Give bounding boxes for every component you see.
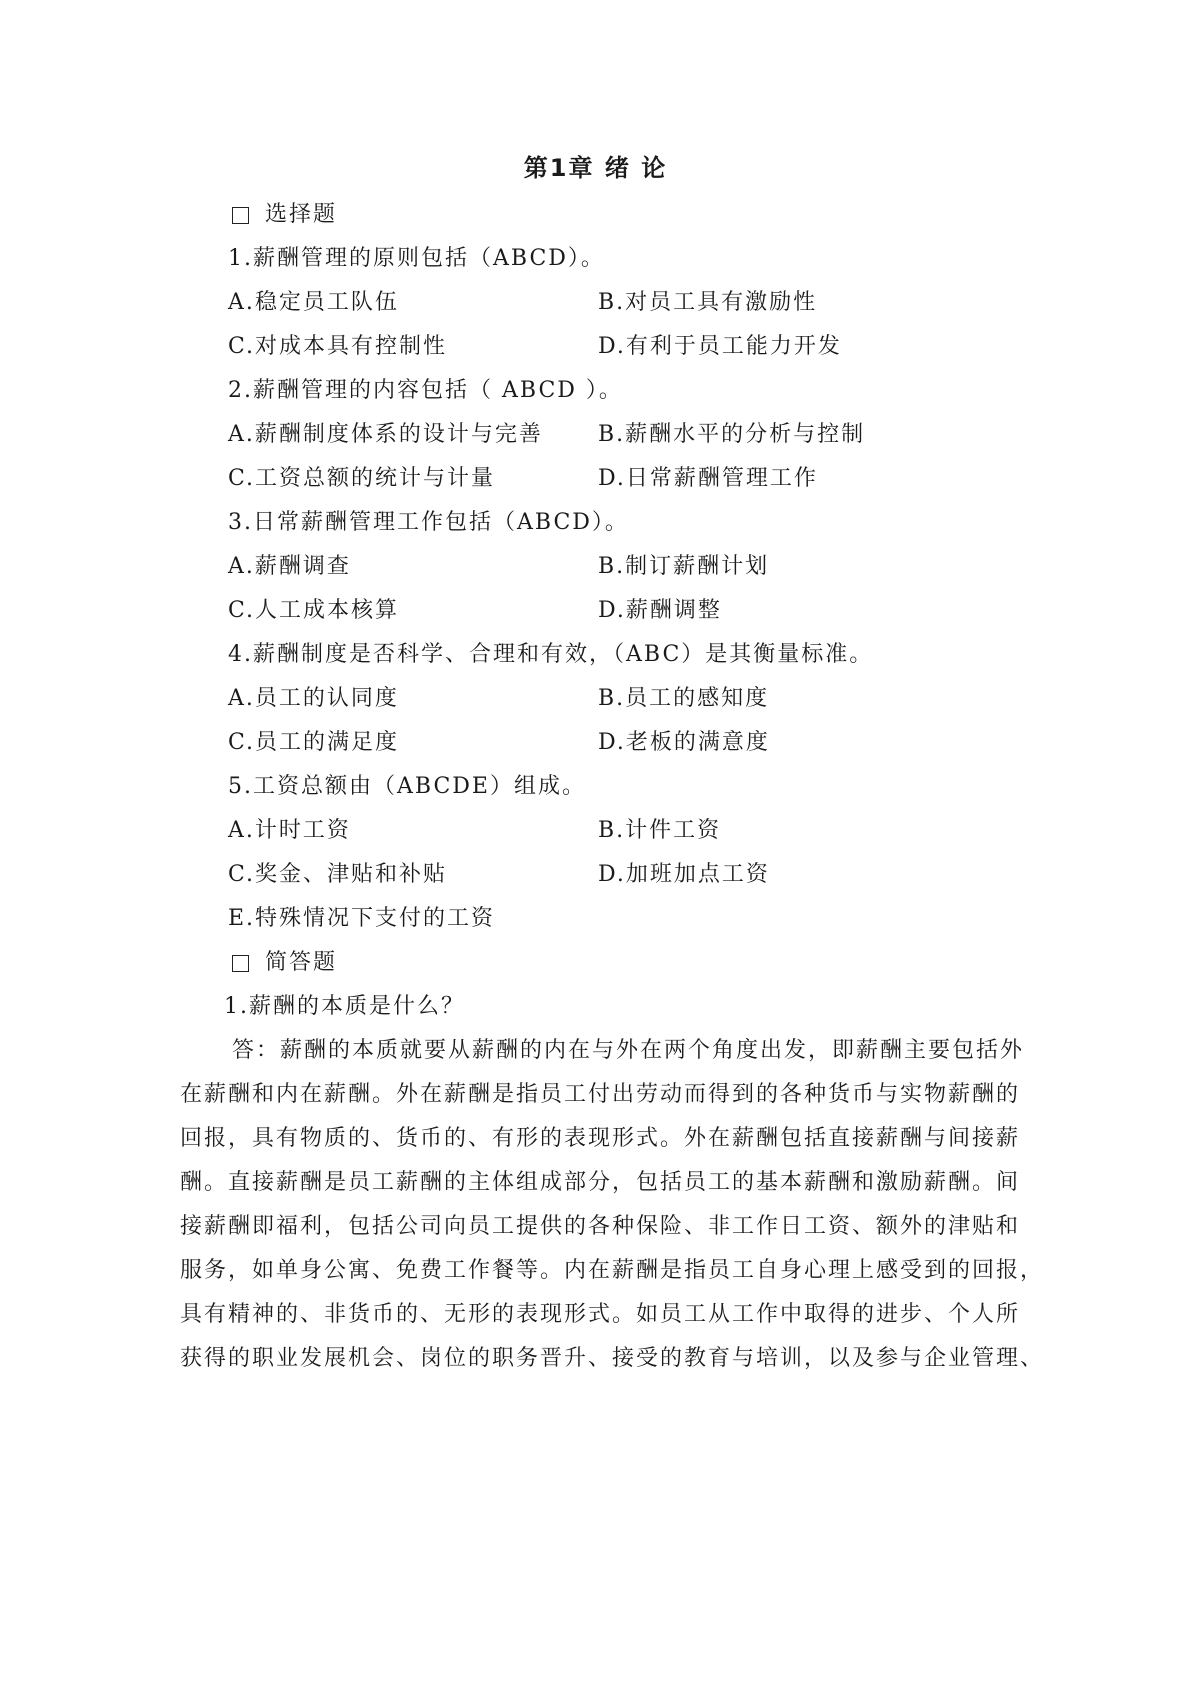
checkbox-icon	[232, 955, 249, 972]
option-c: C.人工成本核算	[228, 598, 400, 623]
option-a: A.员工的认同度	[228, 686, 399, 711]
option-d: D.加班加点工资	[598, 862, 770, 887]
option-b: B.制订薪酬计划	[598, 554, 770, 579]
answer-line: 回报，具有物质的、货币的、有形的表现形式。外在薪酬包括直接薪酬与间接薪	[180, 1126, 1021, 1151]
option-c: C.奖金、津贴和补贴	[228, 862, 448, 887]
answer-line: 具有精神的、非货币的、无形的表现形式。如员工从工作中取得的进步、个人所	[180, 1302, 1021, 1327]
option-d: D.老板的满意度	[598, 730, 770, 755]
question-stem: 4.薪酬制度是否科学、合理和有效，（ABC）是其衡量标准。	[228, 642, 874, 667]
option-a: A.薪酬调查	[228, 554, 351, 579]
section-heading-choice	[232, 200, 337, 230]
question-stem: 2.薪酬管理的内容包括（ ABCD ）。	[228, 378, 623, 403]
option-b: B.薪酬水平的分析与控制	[598, 422, 866, 447]
answer-line: 获得的职业发展机会、岗位的职务晋升、接受的教育与培训，以及参与企业管理、	[180, 1346, 1045, 1371]
answer-line: 酬。直接薪酬是员工薪酬的主体组成部分，包括员工的基本薪酬和激励薪酬。间	[180, 1170, 1021, 1195]
section-heading-label: 选择题	[265, 202, 338, 227]
option-b: B.员工的感知度	[598, 686, 770, 711]
option-a: A.稳定员工队伍	[228, 290, 399, 315]
option-a: A.薪酬制度体系的设计与完善	[228, 422, 543, 447]
checkbox-icon	[232, 207, 249, 224]
option-d: D.薪酬调整	[598, 598, 722, 623]
option-e: E.特殊情况下支付的工资	[228, 906, 496, 931]
option-c: C.对成本具有控制性	[228, 334, 448, 359]
option-d: D.有利于员工能力开发	[598, 334, 842, 359]
option-b: B.对员工具有激励性	[598, 290, 818, 315]
chapter-title: 第1章 绪 论	[523, 154, 668, 182]
answer-line: 答：薪酬的本质就要从薪酬的内在与外在两个角度出发，即薪酬主要包括外	[232, 1038, 1025, 1063]
option-c: C.工资总额的统计与计量	[228, 466, 496, 491]
option-c: C.员工的满足度	[228, 730, 400, 755]
option-d: D.日常薪酬管理工作	[598, 466, 818, 491]
question-stem: 1.薪酬管理的原则包括（ABCD）。	[228, 246, 605, 271]
section-heading-short-answer	[232, 948, 337, 978]
answer-line: 在薪酬和内在薪酬。外在薪酬是指员工付出劳动而得到的各种货币与实物薪酬的	[180, 1082, 1021, 1107]
option-b: B.计件工资	[598, 818, 722, 843]
question-stem: 3.日常薪酬管理工作包括（ABCD）。	[228, 510, 629, 535]
section-heading-label: 简答题	[265, 950, 338, 975]
short-answer-question: 1.薪酬的本质是什么？	[224, 994, 465, 1019]
question-stem: 5.工资总额由（ABCDE）组成。	[228, 774, 586, 799]
option-a: A.计时工资	[228, 818, 351, 843]
answer-line: 接薪酬即福利，包括公司向员工提供的各种保险、非工作日工资、额外的津贴和	[180, 1214, 1021, 1239]
answer-line: 服务，如单身公寓、免费工作餐等。内在薪酬是指员工自身心理上感受到的回报，	[180, 1258, 1045, 1283]
